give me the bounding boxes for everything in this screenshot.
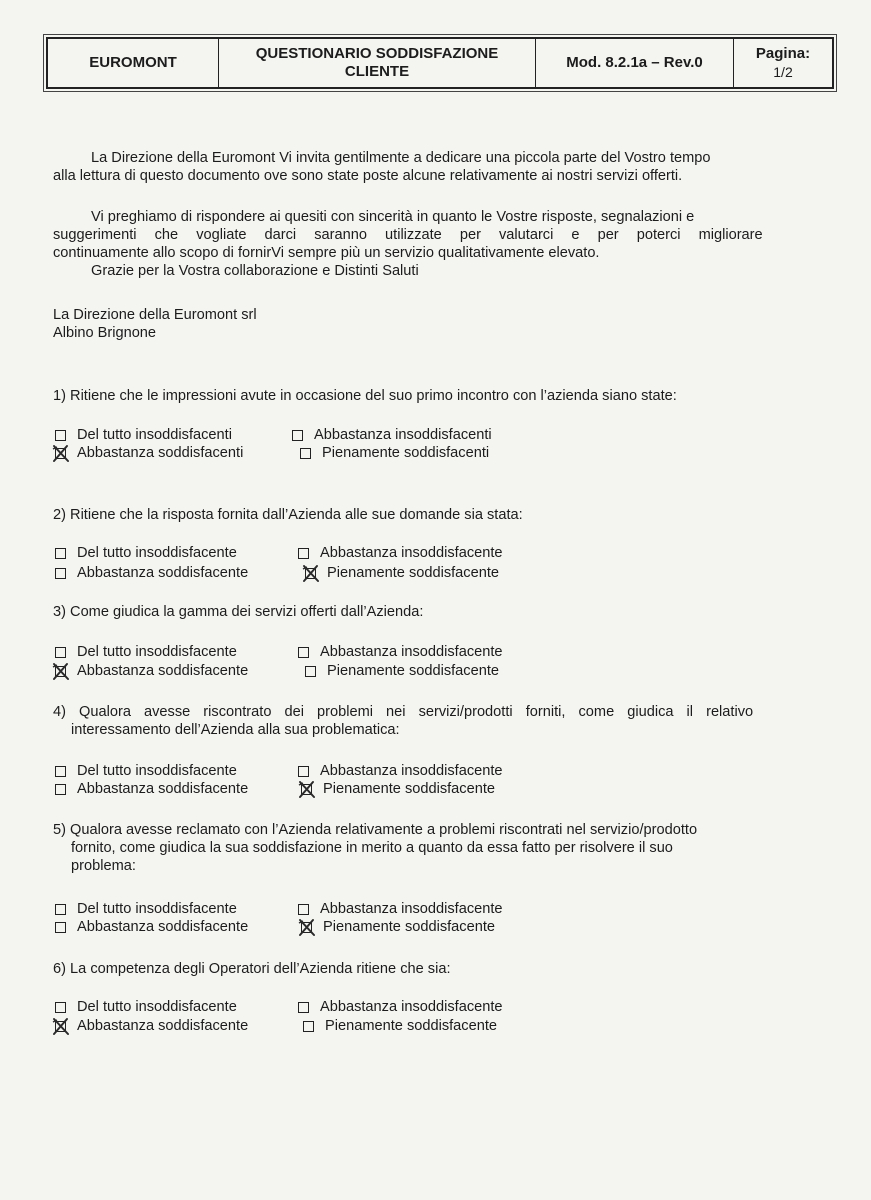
page-number bbox=[734, 39, 832, 87]
checkbox[interactable] bbox=[55, 430, 66, 441]
answer-option-label: Pienamente soddisfacente bbox=[327, 565, 499, 581]
checkbox[interactable] bbox=[55, 766, 66, 777]
answer-option-label: Abbastanza insoddisfacente bbox=[320, 763, 503, 779]
answer-option-label: Abbastanza insoddisfacenti bbox=[314, 427, 492, 443]
checkbox[interactable] bbox=[55, 548, 66, 559]
checkbox[interactable] bbox=[298, 766, 309, 777]
answer-option[interactable] bbox=[55, 998, 237, 1016]
answer-option-label: Abbastanza insoddisfacente bbox=[320, 999, 503, 1015]
answer-option[interactable] bbox=[55, 900, 237, 918]
checkbox-checked[interactable] bbox=[301, 784, 312, 795]
question-4-line-2: interessamento dell’Azienda alla sua problematica: bbox=[71, 722, 400, 738]
answer-option[interactable] bbox=[292, 426, 492, 444]
answer-option[interactable] bbox=[55, 444, 243, 462]
answer-option-label: Pienamente soddisfacente bbox=[325, 1018, 497, 1034]
answer-option-label: Abbastanza insoddisfacente bbox=[320, 545, 503, 561]
answer-option[interactable] bbox=[55, 918, 248, 936]
title-line-2: CLIENTE bbox=[344, 63, 410, 80]
header-table bbox=[46, 37, 834, 89]
answer-option-label: Abbastanza soddisfacente bbox=[77, 565, 249, 581]
answer-option-label: Abbastanza soddisfacente bbox=[77, 781, 249, 797]
answer-option-label: Pienamente soddisfacenti bbox=[322, 445, 490, 461]
answer-option[interactable] bbox=[301, 780, 495, 798]
answer-option-label: Abbastanza soddisfacenti bbox=[77, 445, 244, 461]
answer-option[interactable] bbox=[55, 1017, 248, 1035]
checkbox[interactable] bbox=[298, 548, 309, 559]
title-line-1: QUESTIONARIO SODDISFAZIONE bbox=[255, 45, 499, 62]
answer-option-label: Pienamente soddisfacente bbox=[323, 781, 495, 797]
checkbox[interactable] bbox=[305, 666, 316, 677]
company-name: EUROMONT bbox=[48, 39, 219, 87]
answer-option-label: Del tutto insoddisfacente bbox=[77, 545, 237, 561]
answer-option-label: Del tutto insoddisfacenti bbox=[77, 427, 232, 443]
checkbox[interactable] bbox=[298, 647, 309, 658]
checkbox[interactable] bbox=[303, 1021, 314, 1032]
answer-option[interactable] bbox=[303, 1017, 497, 1035]
answer-option-label: Abbastanza insoddisfacente bbox=[320, 644, 503, 660]
document-title bbox=[219, 39, 536, 87]
page-value: 1/2 bbox=[773, 64, 793, 80]
question-4-line-1: 4) Qualora avesse riscontrato dei problemi nei servizi/prodotti forniti, come giudica il relativo bbox=[53, 704, 754, 720]
answer-option-label: Del tutto insoddisfacente bbox=[77, 901, 237, 917]
question-5-line-3: problema: bbox=[71, 858, 136, 874]
answer-option[interactable] bbox=[305, 564, 499, 582]
checkbox[interactable] bbox=[55, 922, 66, 933]
checkbox[interactable] bbox=[292, 430, 303, 441]
answer-option-label: Pienamente soddisfacente bbox=[323, 919, 495, 935]
question-6-line-1: 6) La competenza degli Operatori dell’Azienda ritiene che sia: bbox=[53, 961, 451, 977]
answer-option[interactable] bbox=[55, 762, 237, 780]
answer-option-label: Del tutto insoddisfacente bbox=[77, 644, 237, 660]
checkbox[interactable] bbox=[298, 904, 309, 915]
answer-option[interactable] bbox=[55, 780, 248, 798]
question-5-line-2: fornito, come giudica la sua soddisfazione in merito a quanto da essa fatto per risolvere il suo bbox=[71, 840, 673, 856]
intro-p2-line2: suggerimenti che vogliate darci saranno utilizzate per valutarci e per poterci migliorare bbox=[53, 227, 763, 243]
answer-option[interactable] bbox=[300, 444, 489, 462]
page-label: Pagina: bbox=[755, 45, 811, 62]
answer-option[interactable] bbox=[305, 662, 499, 680]
checkbox-checked[interactable] bbox=[301, 922, 312, 933]
checkbox[interactable] bbox=[55, 568, 66, 579]
checkbox-checked[interactable] bbox=[55, 448, 66, 459]
answer-option[interactable] bbox=[298, 544, 503, 562]
signature-line1: La Direzione della Euromont srl bbox=[53, 307, 257, 323]
checkbox-checked[interactable] bbox=[305, 568, 316, 579]
checkbox[interactable] bbox=[55, 1002, 66, 1013]
question-3-line-1: 3) Come giudica la gamma dei servizi offerti dall’Azienda: bbox=[53, 604, 424, 620]
answer-option[interactable] bbox=[301, 918, 495, 936]
checkbox[interactable] bbox=[55, 647, 66, 658]
intro-p2-line1: Vi preghiamo di rispondere ai quesiti con sincerità in quanto le Vostre risposte, segnalazioni e bbox=[91, 209, 695, 225]
checkbox-checked[interactable] bbox=[55, 1021, 66, 1032]
answer-option-label: Abbastanza soddisfacente bbox=[77, 663, 249, 679]
answer-option-label: Abbastanza soddisfacente bbox=[77, 1018, 249, 1034]
answer-option[interactable] bbox=[55, 426, 232, 444]
intro-p2-line3: continuamente allo scopo di fornirVi sempre più un servizio qualitativamente elevato. bbox=[53, 245, 600, 261]
intro-p1-line2: alla lettura di questo documento ove sono state poste alcune relativamente ai nostri servizi offerti. bbox=[53, 168, 683, 184]
answer-option-label: Del tutto insoddisfacente bbox=[77, 763, 237, 779]
checkbox-checked[interactable] bbox=[55, 666, 66, 677]
signature-line2: Albino Brignone bbox=[53, 325, 157, 341]
checkbox[interactable] bbox=[298, 1002, 309, 1013]
answer-option-label: Pienamente soddisfacente bbox=[327, 663, 499, 679]
answer-option[interactable] bbox=[298, 998, 503, 1016]
answer-option[interactable] bbox=[55, 662, 248, 680]
checkbox[interactable] bbox=[55, 904, 66, 915]
intro-p1-line1: La Direzione della Euromont Vi invita gentilmente a dedicare una piccola parte del Vostro tempo bbox=[91, 150, 711, 166]
checkbox[interactable] bbox=[300, 448, 311, 459]
answer-option-label: Abbastanza insoddisfacente bbox=[320, 901, 503, 917]
answer-option[interactable] bbox=[298, 762, 503, 780]
answer-option-label: Abbastanza soddisfacente bbox=[77, 919, 249, 935]
answer-option[interactable] bbox=[298, 900, 503, 918]
question-1-line-1: 1) Ritiene che le impressioni avute in occasione del suo primo incontro con l’azienda siano state: bbox=[53, 388, 677, 404]
checkbox[interactable] bbox=[55, 784, 66, 795]
answer-option[interactable] bbox=[298, 643, 503, 661]
intro-p2-line4: Grazie per la Vostra collaborazione e Distinti Saluti bbox=[91, 263, 419, 279]
answer-option[interactable] bbox=[55, 564, 248, 582]
answer-option[interactable] bbox=[55, 544, 237, 562]
question-2-line-1: 2) Ritiene che la risposta fornita dall’Azienda alle sue domande sia stata: bbox=[53, 507, 523, 523]
module-revision: Mod. 8.2.1a – Rev.0 bbox=[536, 39, 734, 87]
answer-option-label: Del tutto insoddisfacente bbox=[77, 999, 237, 1015]
question-5-line-1: 5) Qualora avesse reclamato con l’Azienda relativamente a problemi riscontrati nel servizio/prodotto bbox=[53, 822, 698, 838]
answer-option[interactable] bbox=[55, 643, 237, 661]
